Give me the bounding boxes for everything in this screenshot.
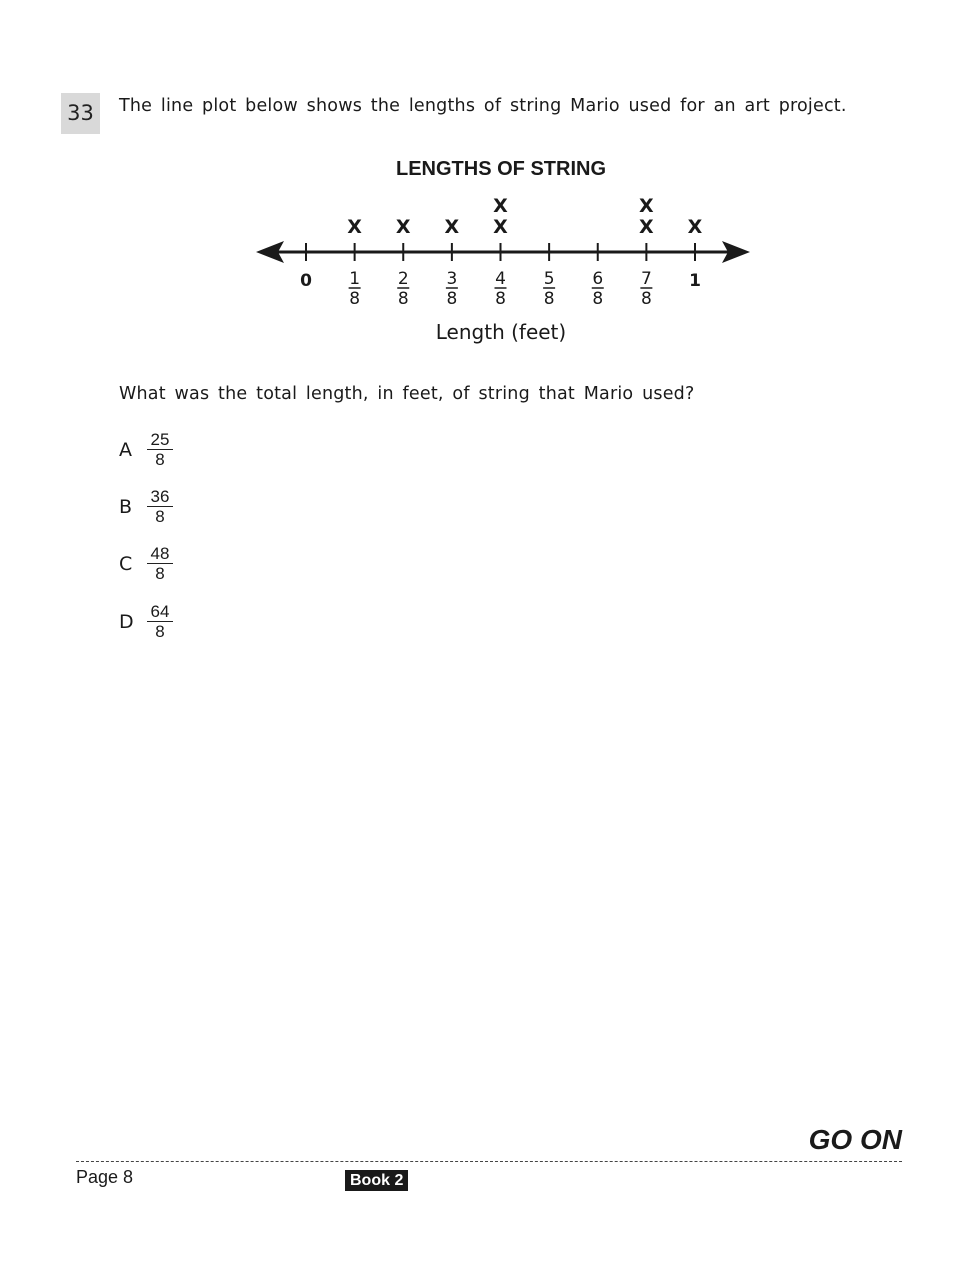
tick-label-denominator: 8 [446, 289, 458, 309]
fraction-denominator: 8 [155, 450, 165, 469]
choice-fraction [147, 487, 173, 526]
tick-label-denominator: 8 [495, 289, 506, 309]
data-mark-x: X [493, 195, 508, 217]
tick-label: 1 [689, 271, 701, 291]
tick-label-denominator: 8 [349, 289, 361, 309]
fraction-numerator: 25 [147, 430, 173, 450]
page-number: Page 8 [76, 1167, 134, 1187]
data-mark-x: X [347, 216, 362, 238]
data-mark-x: X [639, 216, 654, 238]
choice-fraction [147, 544, 173, 583]
tick-label-denominator: 8 [543, 289, 555, 309]
fraction-denominator: 8 [155, 507, 165, 526]
tick-label-numerator: 4 [495, 269, 506, 289]
data-mark-x: X [395, 216, 411, 238]
tick-label-numerator: 5 [543, 269, 555, 289]
data-mark-x: X [687, 216, 703, 238]
fraction-denominator: 8 [155, 622, 165, 641]
go-on-label: GO ON [808, 1124, 902, 1155]
tick-label-numerator: 2 [397, 269, 409, 289]
tick-label-denominator: 8 [397, 289, 409, 309]
fraction-numerator: 36 [147, 487, 173, 507]
tick-label-numerator: 6 [592, 269, 604, 289]
choice-letter: A [119, 439, 132, 461]
data-mark-x: X [493, 216, 508, 238]
fraction-denominator: 8 [155, 564, 165, 583]
choice-letter: D [119, 611, 134, 633]
choice-letter: B [119, 496, 133, 518]
data-mark-x: X [639, 195, 654, 217]
footer-divider [76, 1161, 902, 1162]
fraction-numerator: 64 [147, 602, 173, 622]
question-stem: The line plot below shows the lengths of string Mario used for an art project. [119, 96, 847, 116]
choice-letter: C [119, 553, 133, 575]
tick-label-numerator: 1 [349, 269, 361, 289]
tick-label: 0 [300, 271, 312, 291]
choice-fraction [147, 430, 173, 469]
question-number: 33 [61, 93, 100, 134]
tick-label-numerator: 7 [640, 269, 652, 289]
choice-fraction [147, 602, 173, 641]
book-badge: Book 2 [345, 1170, 408, 1191]
question-prompt: What was the total length, in feet, of string that Mario used? [119, 384, 695, 404]
tick-label-denominator: 8 [640, 289, 652, 309]
line-plot [240, 150, 760, 350]
chart-title: LENGTHS OF STRING [396, 158, 606, 180]
fraction-numerator: 48 [147, 544, 173, 564]
x-axis-label: Length (feet) [435, 320, 567, 344]
tick-label-denominator: 8 [592, 289, 604, 309]
data-mark-x: X [444, 216, 460, 238]
tick-label-numerator: 3 [446, 269, 458, 289]
